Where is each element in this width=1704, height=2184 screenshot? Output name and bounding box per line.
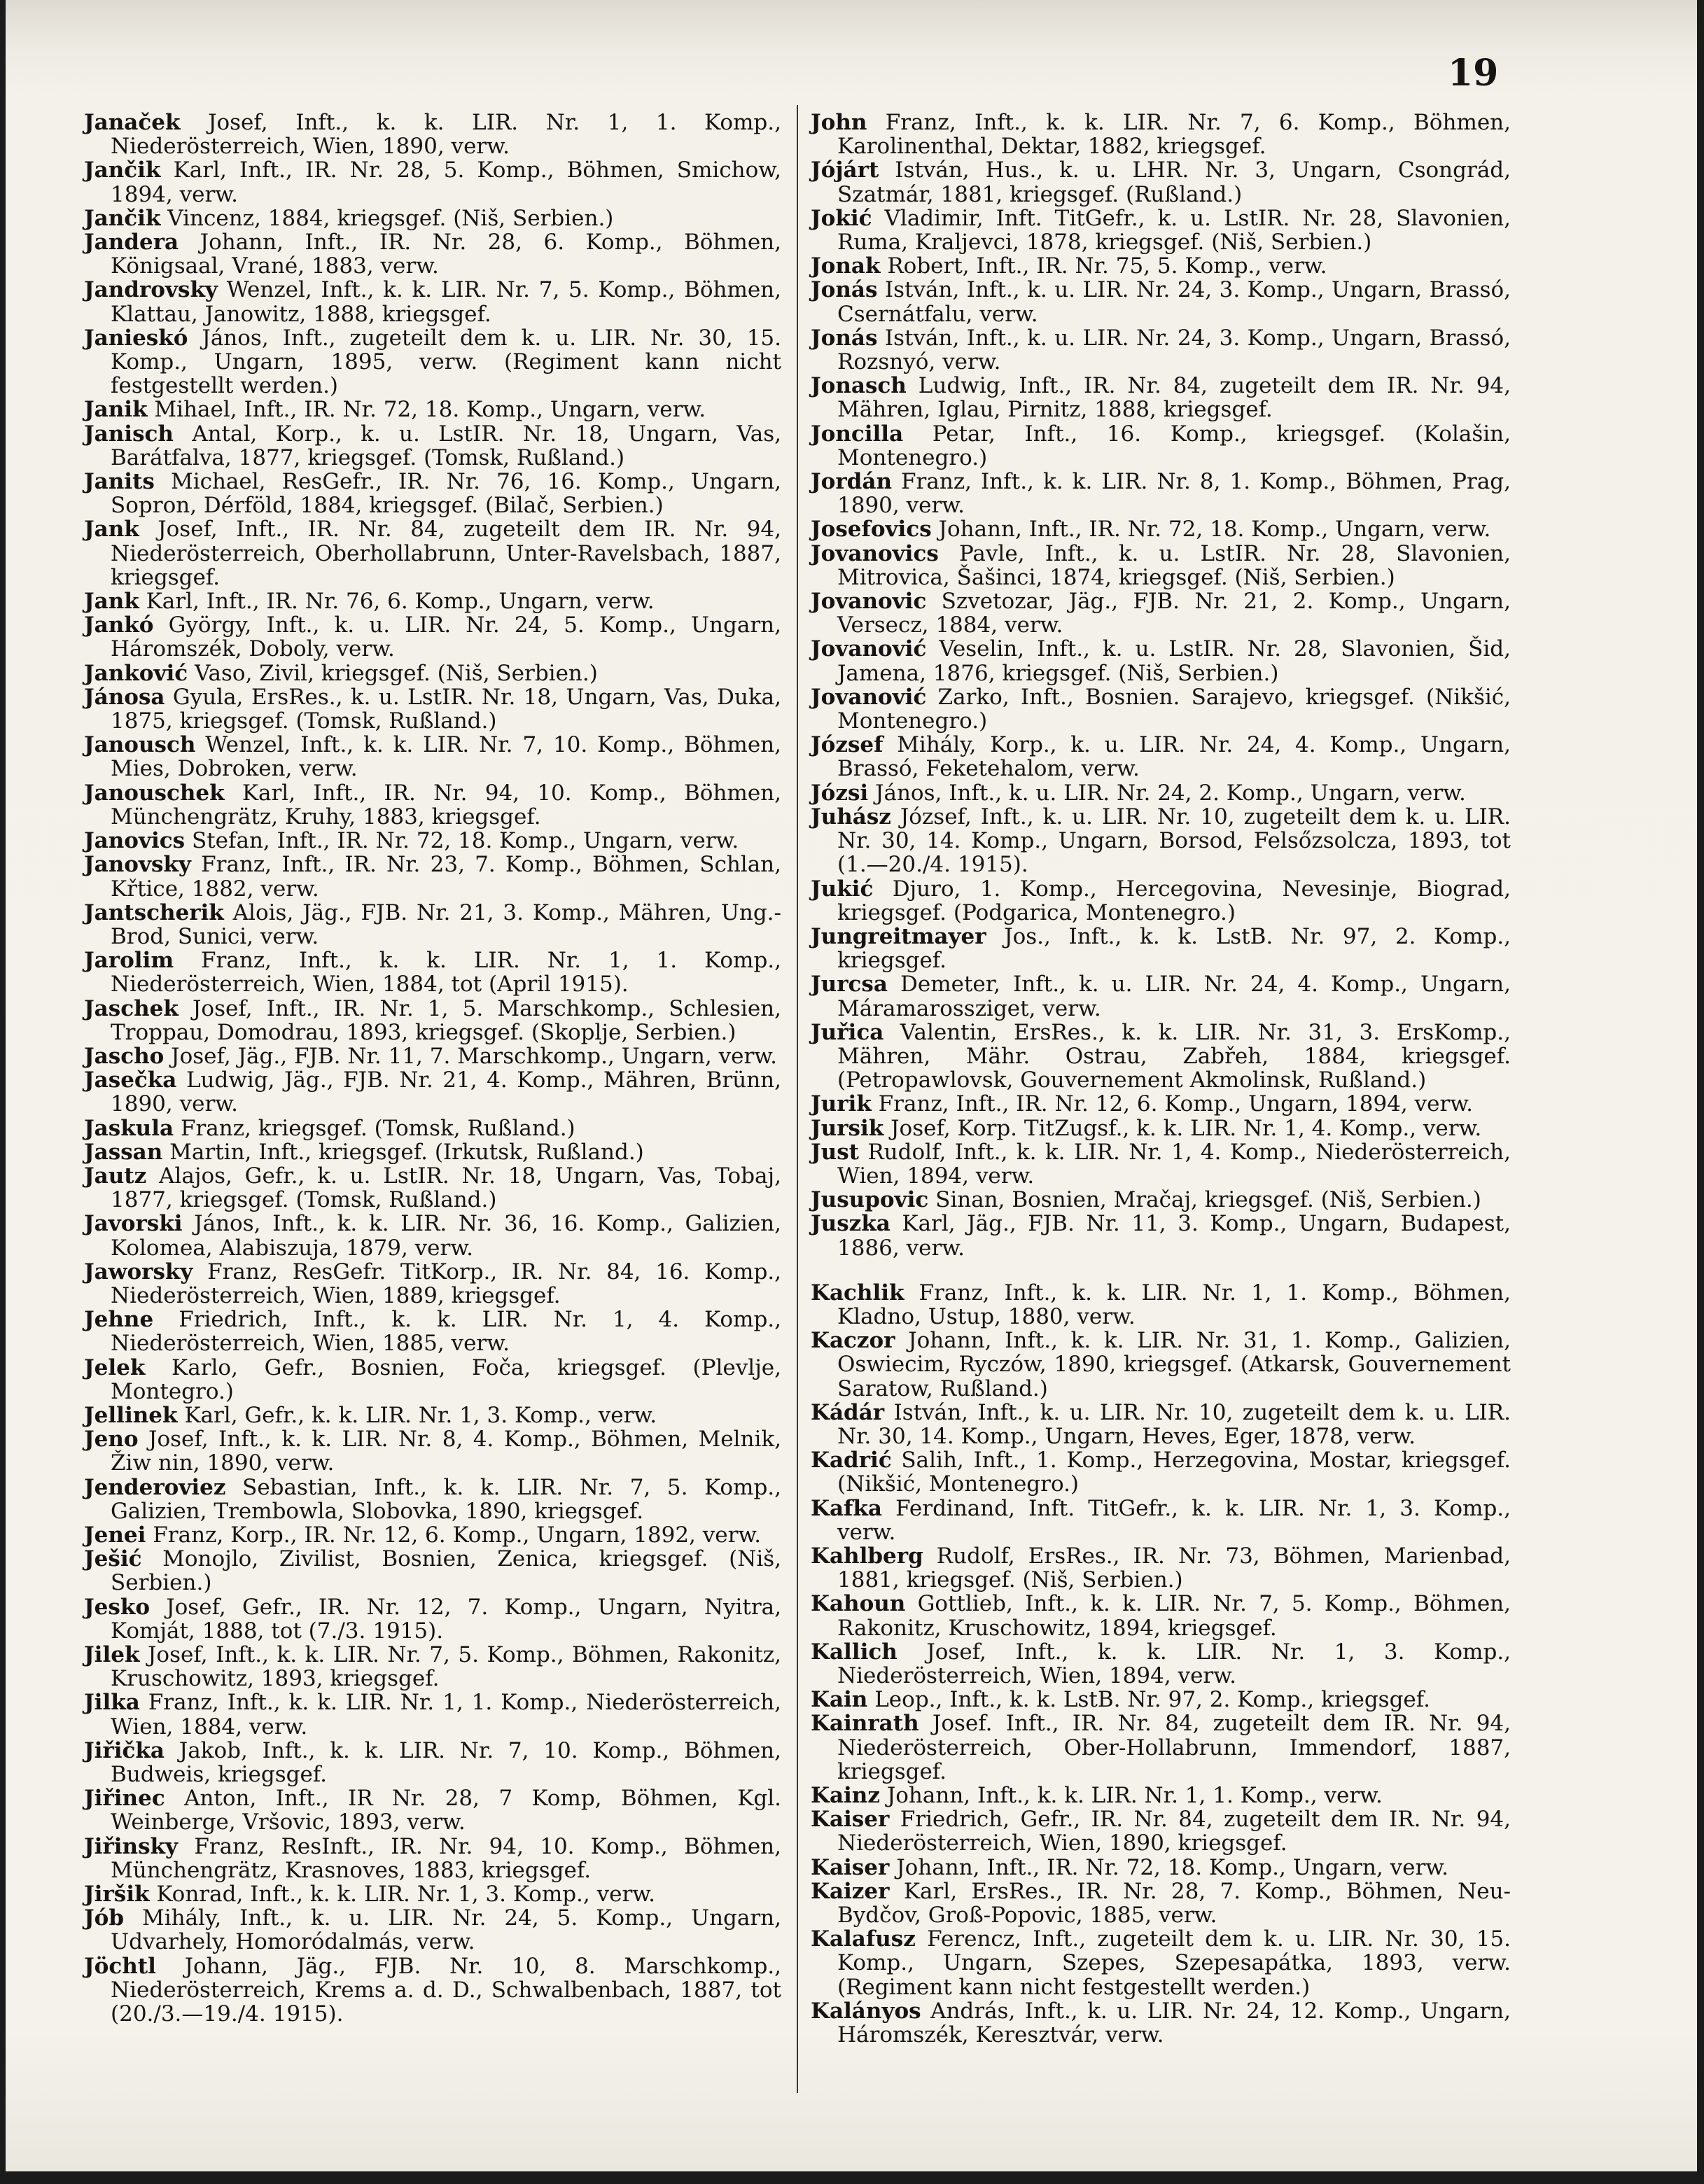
list-item bbox=[84, 1906, 781, 1954]
entry-surname: Janaček bbox=[84, 110, 181, 135]
list-item bbox=[811, 542, 1511, 589]
entry-surname: Janouschek bbox=[84, 780, 225, 806]
entry-details: Johann, Jäg., FJB. Nr. 10, 8. Marschkomp., Niederösterreich, Krems a. d. D., Schwalbenbach, 1887, tot (20./3.—19./4. 1915). bbox=[111, 1953, 781, 2027]
list-item bbox=[84, 1260, 781, 1308]
list-item bbox=[811, 1188, 1511, 1212]
column-divider bbox=[797, 105, 798, 2093]
list-item bbox=[811, 925, 1511, 972]
entry-surname: Janits bbox=[84, 469, 155, 495]
entry-details: Ludwig, Inft., IR. Nr. 84, zugeteilt dem IR. Nr. 94, Mähren, Iglau, Pirnitz, 1888, kriegsgef. bbox=[837, 373, 1511, 423]
entry-surname: Jovanović bbox=[811, 636, 927, 662]
entry-surname: Jandrovsky bbox=[84, 277, 218, 303]
scan-edge-left bbox=[0, 0, 6, 2184]
entry-surname: Jiršik bbox=[84, 1882, 150, 1907]
list-item bbox=[811, 1281, 1511, 1329]
entry-details: Josef. Inft., IR. Nr. 84, zugeteilt dem IR. Nr. 94, Niederösterreich, Ober-Hollabrunn, Immendorf, 1887, kriegsgef. bbox=[837, 1711, 1511, 1784]
entry-details: Franz, Inft., k. k. LIR. Nr. 7, 6. Komp., Böhmen, Karolinenthal, Dektar, 1882, kriegsgef. bbox=[837, 110, 1511, 160]
entry-surname: Jank bbox=[84, 589, 139, 615]
entry-details: András, Inft., k. u. LIR. Nr. 24, 12. Komp., Ungarn, Háromszék, Keresztvár, verw. bbox=[837, 1998, 1511, 2048]
entry-surname: Jasečka bbox=[84, 1068, 177, 1093]
list-item bbox=[811, 1329, 1511, 1401]
list-item bbox=[84, 613, 781, 661]
entry-surname: Kachlik bbox=[811, 1280, 905, 1306]
entry-surname: Kaczor bbox=[811, 1328, 895, 1354]
entry-details: György, Inft., k. u. LIR. Nr. 24, 5. Komp., Ungarn, Háromszék, Doboly, verw. bbox=[111, 612, 781, 662]
entry-surname: Jöchtl bbox=[84, 1953, 156, 1979]
list-item bbox=[811, 1712, 1511, 1784]
entry-surname: Jenei bbox=[84, 1522, 146, 1548]
entry-surname: Jovanović bbox=[811, 684, 927, 710]
entry-surname: Jaworsky bbox=[84, 1259, 193, 1284]
entry-surname: Kalafusz bbox=[811, 1926, 916, 1952]
list-item bbox=[84, 1739, 781, 1786]
list-item bbox=[811, 1116, 1511, 1140]
entry-surname: Jonás bbox=[811, 277, 878, 303]
entry-details: Ferencz, Inft., zugeteilt dem k. u. LIR. Nr. 30, 15. Komp., Ungarn, Szepes, Szepesapátka, 1893, verw. (Regiment kann nicht festgestellt werden.) bbox=[837, 1926, 1511, 2000]
entry-details: Karl, ErsRes., IR. Nr. 28, 7. Komp., Böhmen, Neu-Bydčov, Groß-Popovic, 1885, verw. bbox=[837, 1878, 1511, 1928]
entry-surname: Jančik bbox=[84, 205, 161, 231]
entry-surname: Jukić bbox=[811, 876, 874, 902]
list-item bbox=[811, 254, 1511, 278]
entry-surname: Jantscherik bbox=[84, 899, 224, 925]
entry-details: István, Inft., k. u. LIR. Nr. 24, 3. Komp., Ungarn, Brassó, Rozsnyó, verw. bbox=[837, 325, 1511, 375]
list-item bbox=[84, 230, 781, 278]
entry-surname: Juszka bbox=[811, 1211, 891, 1237]
entry-details: Franz, Inft., k. k. LIR. Nr. 8, 1. Komp., Böhmen, Prag, 1890, verw. bbox=[837, 469, 1511, 519]
entry-surname: Jankó bbox=[84, 612, 154, 638]
entry-details: István, Inft., k. u. LIR. Nr. 24, 3. Komp., Ungarn, Brassó, Csernátfalu, verw. bbox=[837, 277, 1511, 327]
list-item bbox=[84, 326, 781, 398]
entry-details: János, Inft., k. u. LIR. Nr. 24, 2. Komp., Ungarn, verw. bbox=[875, 780, 1466, 806]
list-item bbox=[84, 1547, 781, 1595]
entry-details: Friedrich, Inft., k. k. LIR. Nr. 1, 4. Komp., Niederösterreich, Wien, 1885, verw. bbox=[111, 1307, 781, 1357]
list-item bbox=[84, 901, 781, 948]
entry-surname: Jelek bbox=[84, 1354, 146, 1380]
right-column bbox=[811, 111, 1511, 2047]
entry-surname: Janisch bbox=[84, 421, 174, 447]
entry-details: Josef, Inft., k. k. LIR. Nr. 7, 5. Komp., Böhmen, Rakonitz, Kruschowitz, 1893, kriegsgef. bbox=[111, 1642, 781, 1692]
entry-details: Karl, Inft., IR. Nr. 94, 10. Komp., Böhmen, Münchengrätz, Kruhy, 1883, kriegsgef. bbox=[111, 780, 781, 830]
entry-surname: Kahlberg bbox=[811, 1543, 923, 1569]
entry-details: Mihály, Korp., k. u. LIR. Nr. 24, 4. Komp., Ungarn, Brassó, Feketehalom, verw. bbox=[837, 732, 1511, 782]
list-item bbox=[811, 1640, 1511, 1688]
entry-surname: Janovsky bbox=[84, 852, 191, 878]
entry-details: Gottlieb, Inft., k. k. LIR. Nr. 7, 5. Komp., Böhmen, Rakonitz, Kruschowitz, 1894, kriegsgef. bbox=[837, 1591, 1511, 1641]
entry-details: Josef, Korp. TitZugsf., k. k. LIR. Nr. 1, 4. Komp., verw. bbox=[891, 1115, 1482, 1141]
entry-surname: Janik bbox=[84, 397, 148, 423]
entry-surname: Kádár bbox=[811, 1399, 885, 1425]
entry-details: Josef, Inft., k. k. LIR. Nr. 8, 4. Komp., Böhmen, Melnik, Žiw nin, 1890, verw. bbox=[111, 1427, 781, 1476]
entry-surname: Kafka bbox=[811, 1495, 882, 1521]
entry-surname: Kalányos bbox=[811, 1998, 921, 2024]
entry-details: Jakob, Inft., k. k. LIR. Nr. 7, 10. Komp., Böhmen, Budweis, kriegsgef. bbox=[111, 1737, 781, 1788]
entry-details: Josef, Gefr., IR. Nr. 12, 7. Komp., Ungarn, Nyitra, Komját, 1888, tot (7./3. 1915). bbox=[111, 1594, 781, 1644]
list-item bbox=[84, 1427, 781, 1475]
entry-details: Wenzel, Inft., k. k. LIR. Nr. 7, 5. Komp., Böhmen, Klattau, Janowitz, 1888, kriegsgef. bbox=[111, 277, 782, 327]
list-item bbox=[84, 1404, 781, 1427]
entry-details: Franz, kriegsgef. (Tomsk, Rußland.) bbox=[180, 1115, 575, 1141]
entry-surname: Jonak bbox=[811, 253, 881, 279]
list-item bbox=[811, 1999, 1511, 2047]
entry-surname: Kaiser bbox=[811, 1854, 890, 1880]
list-item bbox=[811, 1497, 1511, 1544]
entry-surname: Ješić bbox=[84, 1546, 142, 1572]
list-item bbox=[84, 1882, 781, 1906]
entry-details: Karl, Jäg., FJB. Nr. 11, 3. Komp., Ungarn, Budapest, 1886, verw. bbox=[837, 1211, 1511, 1261]
entry-surname: Jandera bbox=[84, 230, 179, 255]
entry-surname: Jójárt bbox=[811, 158, 879, 183]
list-item bbox=[811, 517, 1511, 541]
entry-details: Franz, ResInft., IR. Nr. 94, 10. Komp., Böhmen, Münchengrätz, Krasnoves, 1883, kriegsgef. bbox=[111, 1833, 781, 1883]
entry-surname: Jusupovic bbox=[811, 1187, 929, 1213]
entry-surname: Kainz bbox=[811, 1783, 880, 1809]
list-item bbox=[811, 805, 1511, 877]
list-item bbox=[811, 1856, 1511, 1879]
list-item bbox=[811, 781, 1511, 805]
list-item bbox=[811, 1688, 1511, 1712]
list-item bbox=[811, 1927, 1511, 1999]
entry-details: Ferdinand, Inft. TitGefr., k. k. LIR. Nr. 1, 3. Komp., verw. bbox=[837, 1495, 1511, 1545]
entry-surname: Jesko bbox=[84, 1594, 150, 1620]
list-item bbox=[811, 1140, 1511, 1188]
entry-surname: Jurik bbox=[811, 1091, 872, 1117]
entry-surname: Janković bbox=[84, 660, 188, 686]
entry-details: Rudolf, ErsRes., IR. Nr. 73, Böhmen, Marienbad, 1881, kriegsgef. (Niš, Serbien.) bbox=[837, 1543, 1511, 1593]
entry-surname: Jilek bbox=[84, 1642, 140, 1667]
entry-details: Karl, Gefr., k. k. LIR. Nr. 1, 3. Komp., verw. bbox=[184, 1402, 657, 1428]
list-item bbox=[84, 1690, 781, 1738]
list-item bbox=[811, 374, 1511, 421]
list-item bbox=[84, 1835, 781, 1882]
scan-edge-bottom bbox=[0, 2171, 1704, 2184]
list-item bbox=[84, 398, 781, 421]
list-item bbox=[811, 1021, 1511, 1093]
entry-surname: Jaskula bbox=[84, 1115, 174, 1141]
entry-details: József, Inft., k. u. LIR. Nr. 10, zugeteilt dem k. u. LIR. Nr. 30, 14. Komp., Ungarn, Borsod, Felsőzsolcza, 1893, tot (1.—20./4. 1915). bbox=[837, 804, 1511, 878]
entry-surname: Jurcsa bbox=[811, 972, 888, 997]
entry-details: Franz, ResGefr. TitKorp., IR. Nr. 84, 16. Komp., Niederösterreich, Wien, 1889, kriegsgef. bbox=[111, 1259, 782, 1308]
entry-surname: Kaizer bbox=[811, 1878, 890, 1904]
entry-surname: Jellinek bbox=[84, 1402, 178, 1428]
entry-surname: Joncilla bbox=[811, 421, 904, 447]
entry-details: Vladimir, Inft. TitGefr., k. u. LstIR. Nr. 28, Slavonien, Ruma, Kraljevci, 1878, kriegsgef. (Niš, Serbien.) bbox=[837, 205, 1511, 255]
entry-details: Jos., Inft., k. k. LstB. Nr. 97, 2. Komp., kriegsgef. bbox=[837, 923, 1511, 974]
entry-details: Franz, Korp., IR. Nr. 12, 6. Komp., Ungarn, 1892, verw. bbox=[153, 1522, 762, 1548]
list-item bbox=[811, 470, 1511, 517]
entry-details: Friedrich, Gefr., IR. Nr. 84, zugeteilt dem IR. Nr. 94, Niederösterreich, Wien, 1890, kriegsgef. bbox=[837, 1807, 1511, 1856]
list-item bbox=[84, 1308, 781, 1355]
list-item bbox=[811, 637, 1511, 685]
list-item bbox=[811, 877, 1511, 925]
entry-details: Martin, Inft., kriegsgef. (Irkutsk, Rußland.) bbox=[169, 1139, 644, 1165]
list-item bbox=[84, 517, 781, 589]
list-item bbox=[84, 1044, 781, 1068]
entry-surname: Kahoun bbox=[811, 1591, 906, 1617]
list-item bbox=[84, 206, 781, 230]
entry-surname: Juřica bbox=[811, 1019, 884, 1045]
entry-details: Franz, Inft., k. k. LIR. Nr. 1, 1. Komp., Böhmen, Kladno, Ustup, 1880, verw. bbox=[837, 1280, 1511, 1329]
entry-surname: Jonasch bbox=[811, 373, 907, 399]
entry-surname: Just bbox=[811, 1139, 859, 1165]
entry-details: Vincenz, 1884, kriegsgef. (Niš, Serbien.) bbox=[167, 205, 614, 231]
list-item bbox=[84, 781, 781, 829]
entry-details: Demeter, Inft., k. u. LIR. Nr. 24, 4. Komp., Ungarn, Máramarossziget, verw. bbox=[837, 972, 1511, 1021]
list-item bbox=[811, 1879, 1511, 1927]
list-item bbox=[811, 111, 1511, 158]
list-item bbox=[811, 422, 1511, 470]
entry-surname: Jursik bbox=[811, 1115, 884, 1141]
scan-edge-right bbox=[1697, 0, 1704, 2184]
list-item bbox=[84, 1954, 781, 2026]
entry-details: Valentin, ErsRes., k. k. LIR. Nr. 31, 3. ErsKomp., Mähren, Mähr. Ostrau, Zabřeh, 1884, kriegsgef. (Petropawlovsk, Gouvernement Akmolinsk, Rußland.) bbox=[837, 1019, 1511, 1093]
list-item bbox=[811, 1092, 1511, 1116]
entry-surname: Józsi bbox=[811, 780, 869, 806]
entry-surname: Jehne bbox=[84, 1307, 154, 1333]
list-item bbox=[811, 326, 1511, 374]
entry-surname: József bbox=[811, 732, 884, 758]
entry-details: Karl, Inft., IR. Nr. 76, 6. Komp., Ungarn, verw. bbox=[146, 589, 655, 615]
list-item bbox=[84, 278, 781, 326]
list-item bbox=[84, 662, 781, 685]
list-item bbox=[811, 278, 1511, 326]
entry-details: Rudolf, Inft., k. k. LIR. Nr. 1, 4. Komp., Niederösterreich, Wien, 1894, verw. bbox=[837, 1139, 1511, 1189]
entry-surname: Jungreitmayer bbox=[811, 923, 986, 949]
entry-surname: Josefovics bbox=[811, 517, 932, 542]
entry-details: István, Inft., k. u. LIR. Nr. 10, zugeteilt dem k. u. LIR. Nr. 30, 14. Komp., Ungarn, Heves, Eger, 1878, verw. bbox=[837, 1399, 1511, 1449]
list-item bbox=[811, 1592, 1511, 1639]
entry-details: Robert, Inft., IR. Nr. 75, 5. Komp., verw. bbox=[887, 253, 1327, 279]
list-item bbox=[84, 1595, 781, 1643]
list-item bbox=[811, 158, 1511, 206]
entry-surname: Jank bbox=[84, 517, 139, 542]
entry-surname: Jób bbox=[84, 1905, 125, 1931]
entry-surname: Janieskó bbox=[84, 325, 188, 351]
entry-details: Johann, Inft., k. k. LIR. Nr. 31, 1. Komp., Galizien, Oswiecim, Ryczów, 1890, kriegsgef. (Atkarsk, Gouvernement Saratow, Rußland.) bbox=[837, 1328, 1511, 1401]
list-item bbox=[84, 1523, 781, 1547]
entry-details: Veselin, Inft., k. u. LstIR. Nr. 28, Slavonien, Šid, Jamena, 1876, kriegsgef. (Niš, Serbien.) bbox=[837, 636, 1511, 686]
list-item bbox=[84, 422, 781, 470]
entry-surname: Kainrath bbox=[811, 1711, 919, 1737]
list-item bbox=[811, 589, 1511, 637]
list-item bbox=[84, 589, 781, 613]
page-number: 19 bbox=[1448, 52, 1499, 94]
list-item bbox=[84, 853, 781, 900]
entry-surname: Jassan bbox=[84, 1139, 163, 1165]
entry-details: János, Inft., zugeteilt dem k. u. LIR. Nr. 30, 15. Komp., Ungarn, 1895, verw. (Regiment kann nicht festgestellt werden.) bbox=[111, 325, 781, 399]
entry-details: Vaso, Zivil, kriegsgef. (Niš, Serbien.) bbox=[194, 660, 598, 686]
entry-details: Josef, Inft., k. k. LIR. Nr. 1, 1. Komp., Niederösterreich, Wien, 1890, verw. bbox=[111, 110, 781, 160]
entry-surname: Jeno bbox=[84, 1427, 139, 1452]
entry-surname: Jánosa bbox=[84, 684, 165, 710]
entry-details: Franz, Inft., IR. Nr. 12, 6. Komp., Ungarn, 1894, verw. bbox=[878, 1091, 1473, 1117]
entry-details: Karl, Inft., IR. Nr. 28, 5. Komp., Böhmen, Smichow, 1894, verw. bbox=[111, 158, 781, 207]
list-item bbox=[84, 685, 781, 733]
entry-details: Antal, Korp., k. u. LstIR. Nr. 18, Ungarn, Vas, Barátfalva, 1877, kriegsgef. (Tomsk, Rußland.) bbox=[111, 421, 781, 470]
entry-surname: Jovanovic bbox=[811, 589, 927, 615]
entry-surname: Jascho bbox=[84, 1043, 165, 1069]
entry-details: Salih, Inft., 1. Komp., Herzegovina, Mostar, kriegsgef. (Nikšić, Montenegro.) bbox=[837, 1448, 1511, 1497]
entry-surname: Jančik bbox=[84, 158, 161, 183]
list-item bbox=[811, 1807, 1511, 1855]
entry-surname: Jaschek bbox=[84, 995, 179, 1021]
left-column bbox=[84, 111, 781, 2026]
list-item bbox=[84, 1643, 781, 1690]
entry-details: Petar, Inft., 16. Komp., kriegsgef. (Kolašin, Montenegro.) bbox=[837, 421, 1511, 470]
entry-details: Josef, Inft., IR. Nr. 84, zugeteilt dem IR. Nr. 94, Niederösterreich, Oberhollabrunn, Unter-Ravelsbach, 1887, kriegsgef. bbox=[111, 517, 781, 590]
list-item bbox=[811, 1544, 1511, 1592]
entry-details: Pavle, Inft., k. u. LstIR. Nr. 28, Slavonien, Mitrovica, Šašinci, 1874, kriegsgef. (Niš, Serbien.) bbox=[837, 540, 1511, 590]
list-item bbox=[811, 1401, 1511, 1448]
list-item bbox=[84, 111, 781, 158]
entry-surname: Jordán bbox=[811, 469, 892, 495]
entry-surname: Kadrić bbox=[811, 1448, 892, 1474]
list-item bbox=[811, 1212, 1511, 1259]
list-item bbox=[84, 1212, 781, 1259]
entry-surname: Kallich bbox=[811, 1639, 898, 1665]
entry-surname: Jokić bbox=[811, 205, 872, 231]
list-item bbox=[84, 1164, 781, 1212]
entry-surname: Jautz bbox=[84, 1163, 147, 1189]
entry-surname: Jonás bbox=[811, 325, 878, 351]
entry-details: Johann, Inft., IR. Nr. 72, 18. Komp., Ungarn, verw. bbox=[938, 517, 1491, 542]
entry-surname: Javorski bbox=[84, 1211, 183, 1237]
entry-details: Johann, Inft., k. k. LIR. Nr. 1, 1. Komp., verw. bbox=[886, 1783, 1383, 1809]
entry-surname: Jilka bbox=[84, 1690, 140, 1716]
list-item bbox=[84, 829, 781, 853]
list-item bbox=[811, 1448, 1511, 1496]
entry-details: Ludwig, Jäg., FJB. Nr. 21, 4. Komp., Mähren, Brünn, 1890, verw. bbox=[111, 1068, 781, 1117]
list-item bbox=[811, 1784, 1511, 1807]
list-item bbox=[84, 1356, 781, 1404]
list-item bbox=[84, 158, 781, 206]
list-item bbox=[811, 972, 1511, 1020]
entry-surname: Jiřinec bbox=[84, 1786, 165, 1812]
list-item bbox=[811, 733, 1511, 780]
list-item bbox=[84, 1068, 781, 1116]
entry-details: Karlo, Gefr., Bosnien, Foča, kriegsgef. (Plevlje, Montegro.) bbox=[111, 1354, 782, 1404]
list-item bbox=[84, 1476, 781, 1523]
entry-details: István, Hus., k. u. LHR. Nr. 3, Ungarn, Csongrád, Szatmár, 1881, kriegsgef. (Rußland.) bbox=[837, 158, 1511, 207]
entry-surname: John bbox=[811, 110, 867, 135]
entry-details: Alois, Jäg., FJB. Nr. 21, 3. Komp., Mähren, Ung.-Brod, Sunici, verw. bbox=[111, 899, 781, 949]
entry-details: Franz, Inft., k. k. LIR. Nr. 1, 1. Komp., Niederösterreich, Wien, 1884, tot (April 1915). bbox=[111, 948, 781, 997]
entry-details: Mihály, Inft., k. u. LIR. Nr. 24, 5. Komp., Ungarn, Udvarhely, Homoródalmás, verw. bbox=[111, 1905, 781, 1955]
list-item bbox=[84, 1786, 781, 1834]
entry-details: Josef, Jäg., FJB. Nr. 11, 7. Marschkomp., Ungarn, verw. bbox=[171, 1043, 777, 1069]
entry-details: Monojlo, Zivilist, Bosnien, Zenica, kriegsgef. (Niš, Serbien.) bbox=[111, 1546, 781, 1596]
entry-details: Franz, Inft., IR. Nr. 23, 7. Komp., Böhmen, Schlan, Křtice, 1882, verw. bbox=[111, 852, 782, 902]
entry-details: Zarko, Inft., Bosnien. Sarajevo, kriegsgef. (Nikšić, Montenegro.) bbox=[837, 684, 1511, 734]
entry-surname: Jarolim bbox=[84, 948, 174, 974]
entry-details: Mihael, Inft., IR. Nr. 72, 18. Komp., Ungarn, verw. bbox=[154, 397, 706, 423]
entry-details: János, Inft., k. k. LIR. Nr. 36, 16. Komp., Galizien, Kolomea, Alabiszuja, 1879, verw. bbox=[111, 1211, 781, 1261]
entry-details: Wenzel, Inft., k. k. LIR. Nr. 7, 10. Komp., Böhmen, Mies, Dobroken, verw. bbox=[111, 732, 781, 782]
entry-details: Gyula, ErsRes., k. u. LstIR. Nr. 18, Ungarn, Vas, Duka, 1875, kriegsgef. (Tomsk, Rußland.) bbox=[111, 684, 781, 734]
entry-details: Johann, Inft., IR. Nr. 72, 18. Komp., Ungarn, verw. bbox=[896, 1854, 1449, 1880]
list-item bbox=[84, 470, 781, 517]
entry-details: Alajos, Gefr., k. u. LstIR. Nr. 18, Ungarn, Vas, Tobaj, 1877, kriegsgef. (Tomsk, Rußland.) bbox=[111, 1163, 782, 1213]
entry-details: Stefan, Inft., IR. Nr. 72, 18. Komp., Ungarn, verw. bbox=[191, 828, 739, 854]
list-item bbox=[84, 733, 781, 780]
entry-details: Johann, Inft., IR. Nr. 28, 6. Komp., Böhmen, Königsaal, Vrané, 1883, verw. bbox=[111, 230, 781, 279]
entry-details: Djuro, 1. Komp., Hercegovina, Nevesinje, Biograd, kriegsgef. (Podgarica, Montenegro.) bbox=[837, 876, 1511, 925]
entry-surname: Jovanovics bbox=[811, 540, 939, 566]
entry-details: Konrad, Inft., k. k. LIR. Nr. 1, 3. Komp., verw. bbox=[156, 1882, 656, 1907]
list-item bbox=[84, 997, 781, 1044]
entry-details: Anton, Inft., IR Nr. 28, 7 Komp, Böhmen, Kgl. Weinberge, Vršovic, 1893, verw. bbox=[111, 1786, 781, 1835]
entry-details: Josef, Inft., IR. Nr. 1, 5. Marschkomp., Schlesien, Troppau, Domodrau, 1893, kriegsgef. (Skoplje, Serbien.) bbox=[111, 995, 782, 1045]
entry-details: Michael, ResGefr., IR. Nr. 76, 16. Komp., Ungarn, Sopron, Dérföld, 1884, kriegsgef. (Bilač, Serbien.) bbox=[111, 469, 781, 519]
list-item bbox=[84, 1140, 781, 1164]
entry-details: Szvetozar, Jäg., FJB. Nr. 21, 2. Komp., Ungarn, Versecz, 1884, verw. bbox=[837, 589, 1511, 638]
entry-surname: Janousch bbox=[84, 732, 196, 758]
entry-surname: Juhász bbox=[811, 804, 891, 830]
list-item bbox=[811, 685, 1511, 733]
list-item bbox=[84, 1116, 781, 1140]
entry-surname: Jiřička bbox=[84, 1737, 165, 1763]
entry-surname: Kain bbox=[811, 1687, 868, 1713]
list-item bbox=[811, 206, 1511, 254]
entry-details: Sebastian, Inft., k. k. LIR. Nr. 7, 5. Komp., Galizien, Trembowla, Slobovka, 1890, kriegsgef. bbox=[111, 1474, 781, 1524]
entry-details: Sinan, Bosnien, Mračaj, kriegsgef. (Niš, Serbien.) bbox=[935, 1187, 1481, 1213]
entry-details: Franz, Inft., k. k. LIR. Nr. 1, 1. Komp., Niederösterreich, Wien, 1884, verw. bbox=[111, 1690, 781, 1740]
entry-details: Leop., Inft., k. k. LstB. Nr. 97, 2. Komp., kriegsgef. bbox=[874, 1687, 1431, 1713]
entry-surname: Jiřinsky bbox=[84, 1833, 179, 1859]
entry-surname: Janovics bbox=[84, 828, 186, 854]
entry-surname: Jenderoviez bbox=[84, 1474, 226, 1500]
list-item bbox=[84, 948, 781, 996]
entry-surname: Kaiser bbox=[811, 1807, 890, 1833]
entry-details: Josef, Inft., k. k. LIR. Nr. 1, 3. Komp., Niederösterreich, Wien, 1894, verw. bbox=[837, 1639, 1511, 1688]
